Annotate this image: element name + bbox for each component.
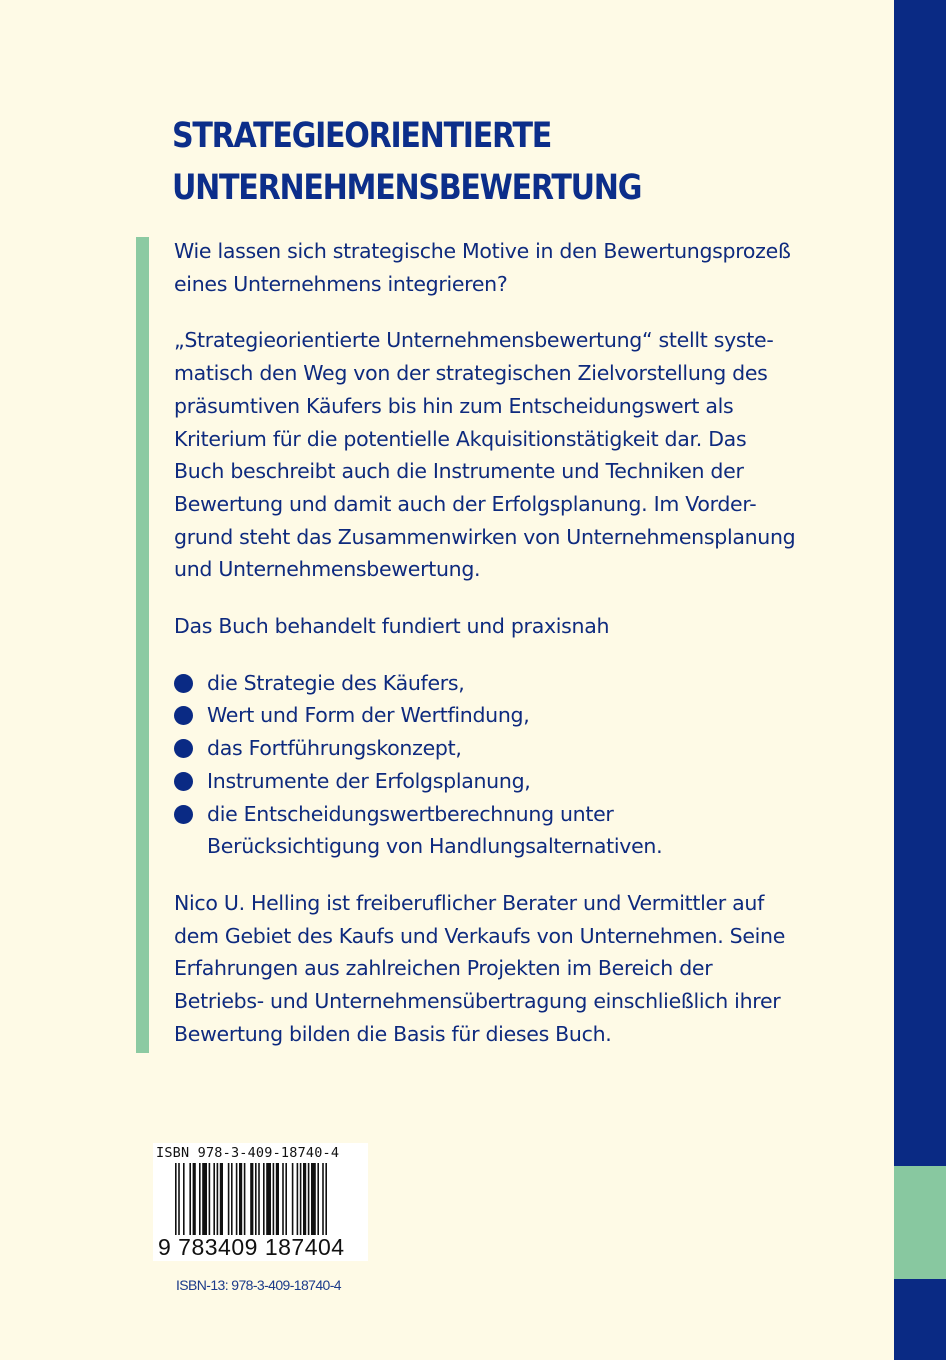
barcode-bar [199, 1163, 201, 1245]
barcode-bar [189, 1163, 191, 1245]
isbn-13-label: ISBN-13: 978-3-409-18740-4 [176, 1277, 341, 1293]
barcode-bar [266, 1163, 271, 1245]
barcode-bar [297, 1163, 299, 1245]
barcode-bar [255, 1163, 257, 1245]
title-line: STRATEGIEORIENTIERTE [172, 116, 552, 156]
spine-navy-band [894, 0, 946, 1360]
barcode-bar [217, 1163, 219, 1245]
title-line: UNTERNEHMENSBEWERTUNG [172, 168, 642, 208]
list-item: Wert und Form der Wertfindung, [174, 699, 795, 732]
barcode-bar [220, 1163, 223, 1245]
barcode-bar [282, 1163, 284, 1245]
description-line: präsumtiven Käufers bis hin zum Entscheidungswert als [174, 393, 734, 418]
description-line: Bewertung und damit auch der Erfolgsplanung. Im Vorder- [174, 491, 757, 516]
bullet-icon [174, 706, 193, 725]
barcode-bar [317, 1163, 319, 1245]
barcode-bar [202, 1163, 207, 1245]
list-item: die Entscheidungswertberechnung unter Berücksichtigung von Handlungsalternativen. [174, 798, 795, 863]
description-line: grund steht das Zusammenwirken von Unternehmensplanung [174, 524, 796, 549]
barcode-bar [308, 1163, 310, 1245]
barcode-bar [263, 1163, 265, 1245]
list-intro: Das Buch behandelt fundiert und praxisnah [174, 614, 610, 639]
author-line: dem Gebiet des Kaufs und Verkaufs von Unternehmen. Seine [174, 923, 786, 948]
barcode-bar [292, 1163, 294, 1245]
barcode-bar [244, 1163, 246, 1245]
list-item: die Strategie des Käufers, [174, 667, 795, 700]
barcode-bar [209, 1163, 211, 1245]
green-accent-bar [136, 237, 149, 1053]
bullet-icon [174, 674, 193, 693]
author-line: Erfahrungen aus zahlreichen Projekten im Bereich der [174, 956, 713, 981]
question-line: eines Unternehmens integrieren? [174, 271, 508, 296]
question-line: Wie lassen sich strategische Motive in den Bewertungsprozeß [174, 239, 791, 263]
list-item: das Fortführungskonzept, [174, 732, 795, 765]
barcode-bar [258, 1163, 260, 1245]
barcode-bar [228, 1163, 230, 1245]
barcode-bar [311, 1163, 316, 1245]
barcode-bar [250, 1163, 253, 1245]
description-line: „Strategieorientierte Unternehmensbewertung“ stellt syste- [174, 328, 774, 353]
barcode-bar [193, 1163, 196, 1245]
author-line: Betriebs- und Unternehmensübertragung einschließlich ihrer [174, 989, 781, 1014]
spine-green-band [894, 1166, 946, 1279]
barcode-bar [231, 1163, 233, 1245]
barcode-bar [273, 1163, 275, 1245]
book-title [172, 110, 641, 214]
bullet-icon [174, 739, 193, 758]
bullet-icon [174, 805, 193, 824]
author-line: Nico U. Helling ist freiberuflicher Berater und Vermittler auf [174, 890, 764, 915]
description-line: Buch beschreibt auch die Instrumente und Techniken der [174, 459, 744, 484]
author-line: Bewertung bilden die Basis für dieses Buch. [174, 1021, 612, 1046]
barcode-bar [239, 1163, 242, 1245]
description-line: matisch den Weg von der strategischen Zielvorstellung des [174, 361, 768, 386]
blurb [174, 235, 795, 1050]
barcode-bar [300, 1163, 302, 1245]
barcode-bars [175, 1163, 365, 1245]
barcode-bar [303, 1163, 306, 1245]
barcode-bar [213, 1163, 215, 1245]
barcode-digits: 9 783409 187404 [158, 1234, 345, 1260]
bullet-icon [174, 772, 193, 791]
description-line: Kriterium für die potentielle Akquisitionstätigkeit dar. Das [174, 426, 747, 451]
barcode-bar [236, 1163, 238, 1245]
barcode-bar [183, 1163, 185, 1245]
isbn-barcode [153, 1143, 368, 1261]
barcode-bar [178, 1163, 180, 1245]
barcode-bar [175, 1163, 177, 1245]
barcode-isbn-text: ISBN 978-3-409-18740-4 [156, 1145, 340, 1161]
barcode-bar [322, 1163, 324, 1245]
barcode-bar [325, 1163, 327, 1245]
barcode-bar [276, 1163, 279, 1245]
description-line: und Unternehmensbewertung. [174, 557, 481, 582]
list-item: Instrumente der Erfolgsplanung, [174, 765, 795, 798]
barcode-bar [285, 1163, 287, 1245]
